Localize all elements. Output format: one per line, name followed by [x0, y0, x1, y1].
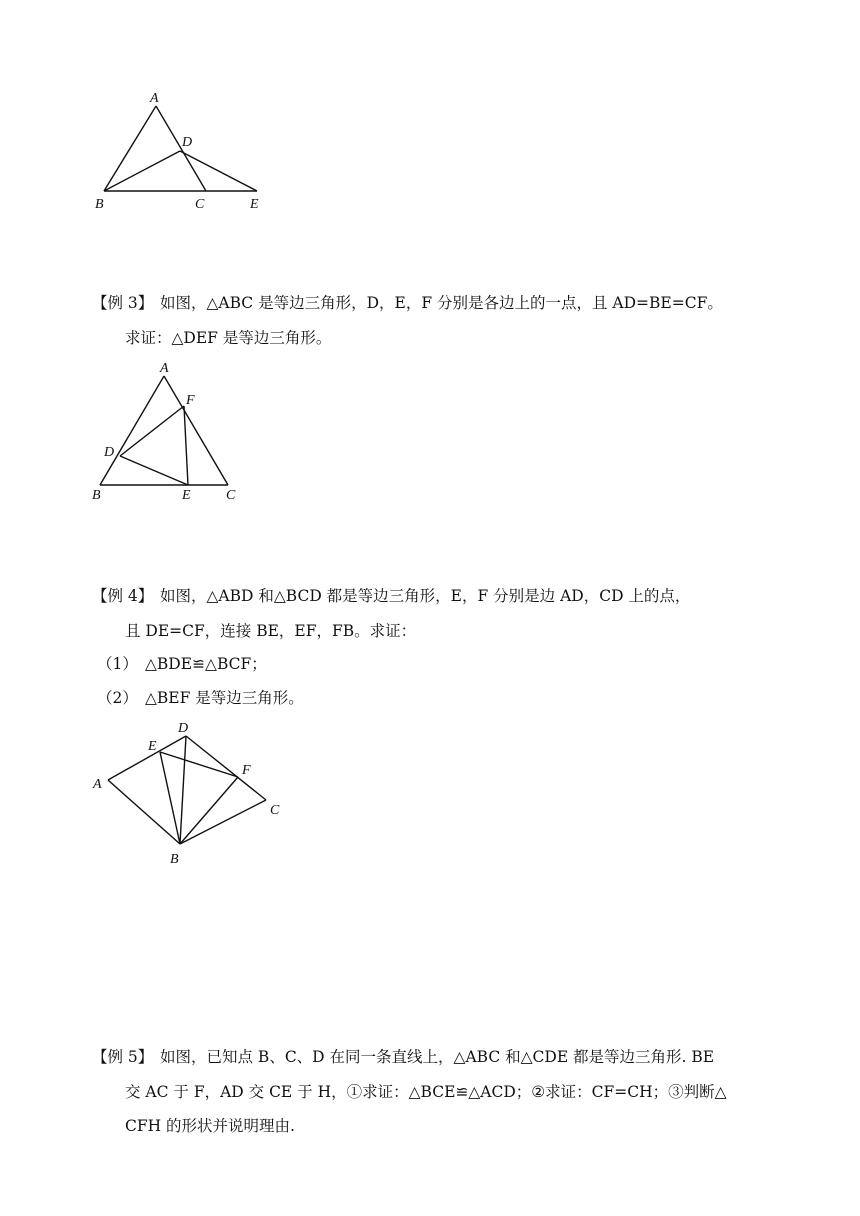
label-d: D — [182, 135, 193, 150]
label-c: C — [270, 803, 280, 818]
segment-cb — [180, 800, 266, 844]
label-a: A — [160, 361, 169, 376]
label-b: B — [92, 488, 101, 503]
figure-example-3 — [88, 358, 248, 503]
example-5-line-2: 交 AC 于 F，AD 交 CE 于 H，①求证：△BCE≌△ACD；②求证：CF=CH；③判断△ — [125, 1083, 727, 1101]
example-4-text-1: 如图，△ABD 和△BCD 都是等边三角形，E，F 分别是边 AD，CD 上的点， — [160, 587, 691, 605]
segment-de — [180, 151, 257, 191]
segment-fe — [184, 406, 188, 485]
label-f: F — [186, 393, 195, 408]
example-3-line-2: 求证：△DEF 是等边三角形。 — [125, 329, 332, 347]
example-4-label: 【例 4】 — [92, 587, 154, 605]
example-4-line-1 — [92, 585, 690, 607]
label-b: B — [170, 852, 179, 867]
segment-bd — [104, 151, 180, 191]
label-d: D — [178, 721, 189, 736]
example-4-line-2: 且 DE=CF，连接 BE，EF，FB。求证： — [125, 622, 417, 640]
label-d: D — [104, 445, 115, 460]
segment-de — [120, 456, 188, 485]
example-4-item-1 — [97, 653, 267, 675]
example-3-label: 【例 3】 — [92, 294, 154, 312]
label-c: C — [195, 197, 205, 212]
example-5-label: 【例 5】 — [92, 1048, 154, 1066]
example-4-item-2-text: △BEF 是等边三角形。 — [145, 689, 304, 707]
label-a: A — [150, 91, 159, 106]
label-e: E — [148, 739, 157, 754]
label-b: B — [95, 197, 104, 212]
label-a: A — [93, 777, 102, 792]
segment-ef — [160, 752, 238, 777]
example-5-line-1 — [92, 1046, 714, 1068]
example-5-text-1: 如图，已知点 B、C、D 在同一条直线上，△ABC 和△CDE 都是等边三角形. BE — [160, 1048, 715, 1066]
example-5-line-3: CFH 的形状并说明理由. — [125, 1117, 295, 1135]
example-4-item-2-number: （2） — [97, 689, 138, 707]
segment-db — [180, 736, 186, 844]
example-4-item-1-text: △BDE≌△BCF； — [145, 655, 267, 673]
label-e: E — [182, 488, 191, 503]
segment-ba — [108, 780, 180, 844]
segment-fb — [180, 777, 238, 844]
figure-example-4 — [88, 718, 298, 873]
segment-ad — [108, 736, 186, 780]
example-4-item-2 — [97, 687, 304, 709]
segment-eb — [160, 752, 180, 844]
label-e: E — [250, 197, 259, 212]
segment-ac — [164, 376, 228, 485]
segment-ac — [156, 106, 206, 191]
label-c: C — [226, 488, 236, 503]
segment-ab — [100, 376, 164, 485]
example-3-text-1: 如图，△ABC 是等边三角形，D，E，F 分别是各边上的一点，且 AD=BE=CF。 — [160, 294, 723, 312]
segment-ab — [104, 106, 156, 191]
segment-df — [120, 406, 184, 456]
example-3-line-1 — [92, 292, 723, 314]
example-4-item-1-number: （1） — [97, 655, 138, 673]
figure-1-triangle — [90, 88, 280, 218]
label-f: F — [242, 763, 251, 778]
